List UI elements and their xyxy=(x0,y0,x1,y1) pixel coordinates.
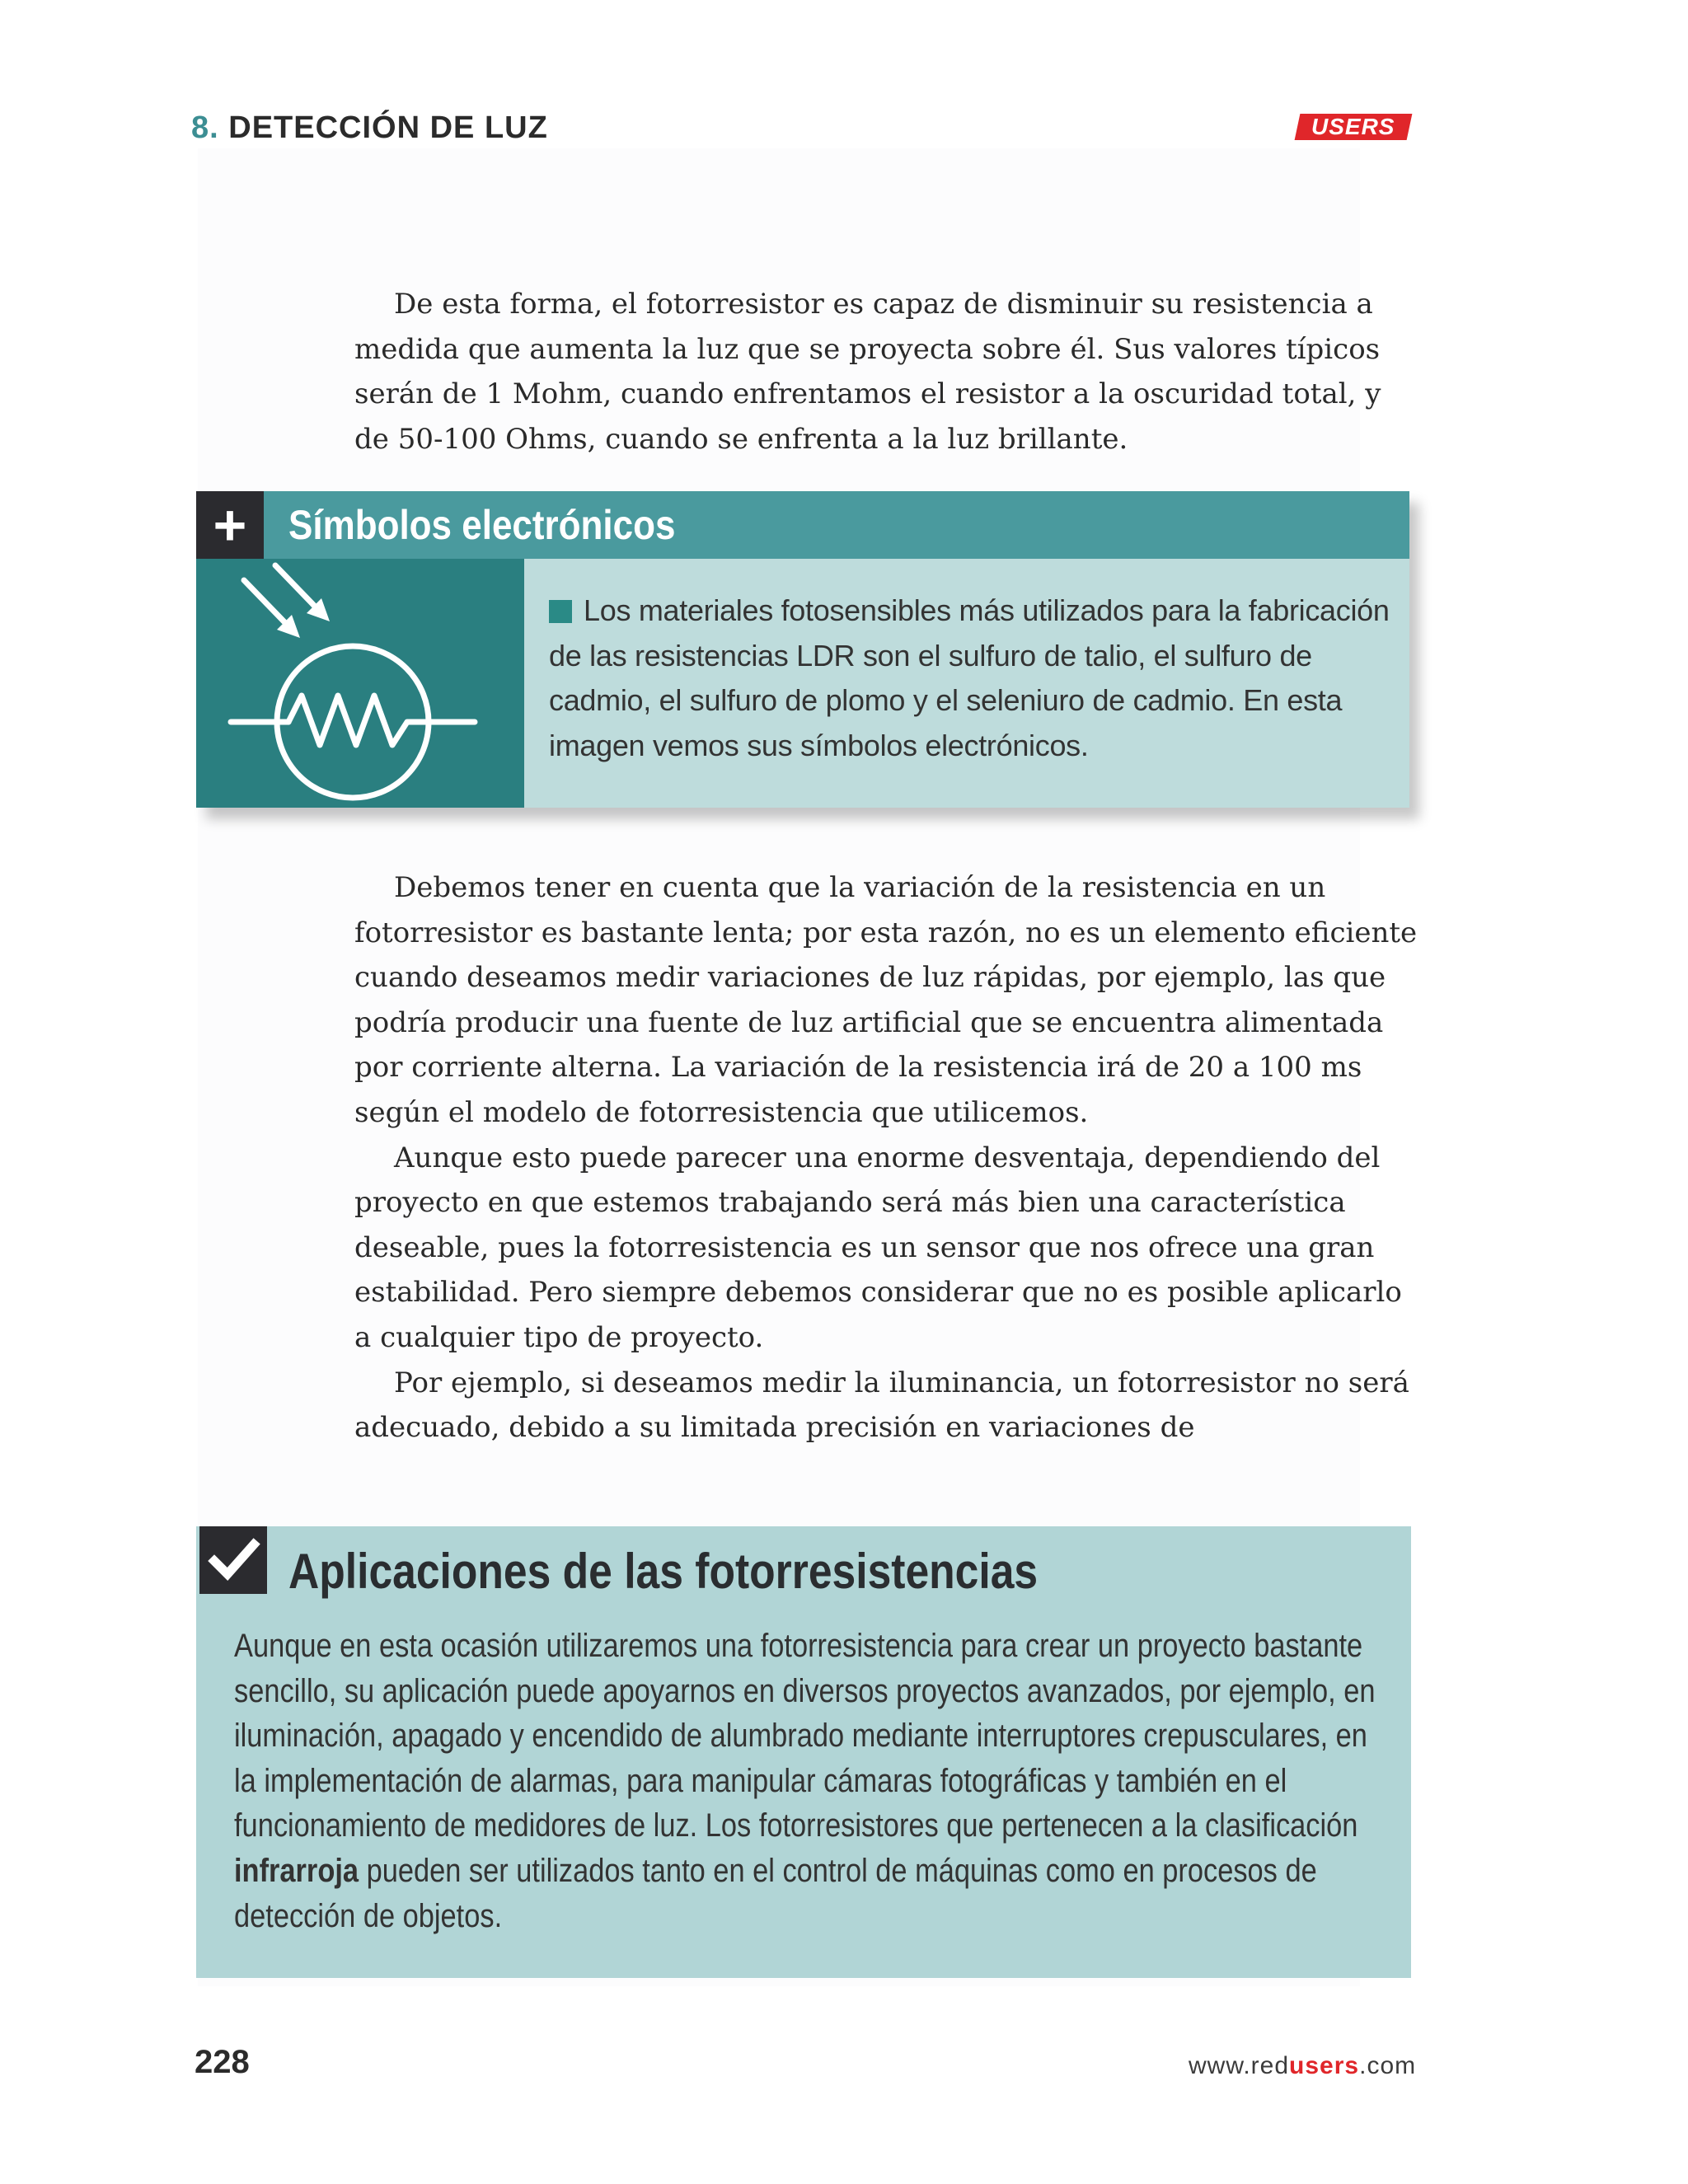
paragraph: Por ejemplo, si deseamos medir la iluminancia, un fotorresistor no será adecuado, debido a su limitada precisión en variaciones de xyxy=(354,1366,1409,1445)
ldr-symbol-panel xyxy=(196,559,524,808)
body-section-1 xyxy=(354,282,1418,462)
chapter-title: DETECCIÓN DE LUZ xyxy=(228,110,548,145)
paragraph: Debemos tener en cuenta que la variación de la resistencia en un fotorresistor es bastante lenta; por esta razón, no es un elemento eficiente cuando deseamos medir variaciones de luz rápidas, por ejemplo, las que podría producir una fuente de luz artificial que se encuentra alimentada por corriente alterna. La variación de la resistencia irá de 20 a 100 ms según el modelo de fotorresistencia que utilicemos. xyxy=(354,871,1418,1129)
logo-text: USERS xyxy=(1311,114,1395,139)
bullet-square-icon xyxy=(549,600,572,623)
checkmark-icon xyxy=(199,1526,267,1594)
ldr-symbol-icon xyxy=(196,559,524,808)
site-prefix: www.red xyxy=(1189,2052,1290,2079)
users-logo xyxy=(1295,114,1413,140)
applications-text-end: pueden ser utilizados tanto en el control de máquinas como en procesos de detección de objetos. xyxy=(234,1852,1317,1934)
applications-text xyxy=(234,1624,1396,1938)
paragraph: De esta forma, el fotorresistor es capaz de disminuir su resistencia a medida que aumenta la luz que se proyecta sobre él. Sus valores típicos serán de 1 Mohm, cuando enfrentamos el resistor a la oscuridad total, y de 50-100 Ohms, cuando se enfrenta a la luz brillante. xyxy=(354,288,1381,456)
site-brand: users xyxy=(1289,2052,1360,2079)
symbols-text-panel xyxy=(524,559,1409,808)
symbols-box xyxy=(196,491,1409,808)
site-suffix: .com xyxy=(1359,2052,1417,2079)
paragraph: Aunque esto puede parecer una enorme desventaja, dependiendo del proyecto en que estemos trabajando será más bien una característica deseable, pues la fotorresistencia es un sensor que nos ofrece una gran estabilidad. Pero siempre debemos considerar que no es posible aplicarlo a cualquier tipo de proyecto. xyxy=(354,1141,1402,1354)
symbols-text xyxy=(549,588,1398,768)
applications-title: Aplicaciones de las fotorresistencias xyxy=(288,1544,1039,1599)
applications-box xyxy=(196,1526,1411,1978)
applications-text-start: Aunque en esta ocasión utilizaremos una fotorresistencia para crear un proyecto bastante sencillo, su aplicación puede apoyarnos en diversos proyectos avanzados, por ejemplo, en iluminación, apagado y encendido de alumbrado mediante interruptores crepusculares, en la implementación de alarmas, para manipular cámaras fotográficas y también en el funcionamiento de medidores de luz. Los fotorresistores que pertenecen a la clasificación xyxy=(234,1628,1376,1844)
plus-icon: + xyxy=(196,491,264,559)
applications-bold-term: infrarroja xyxy=(234,1852,359,1889)
symbols-description: Los materiales fotosensibles más utilizados para la fabricación de las resistencias LDR son el sulfuro de talio, el sulfuro de cadmio, el sulfuro de plomo y el seleniuro de cadmio. En esta imagen vemos sus símbolos electrónicos. xyxy=(549,593,1390,762)
page-number: 228 xyxy=(195,2044,250,2080)
body-section-2 xyxy=(354,865,1418,1451)
chapter-number: 8. xyxy=(191,110,219,145)
chapter-heading xyxy=(191,110,548,146)
website-link[interactable] xyxy=(1189,2052,1416,2080)
symbols-box-title: Símbolos electrónicos xyxy=(288,502,676,548)
